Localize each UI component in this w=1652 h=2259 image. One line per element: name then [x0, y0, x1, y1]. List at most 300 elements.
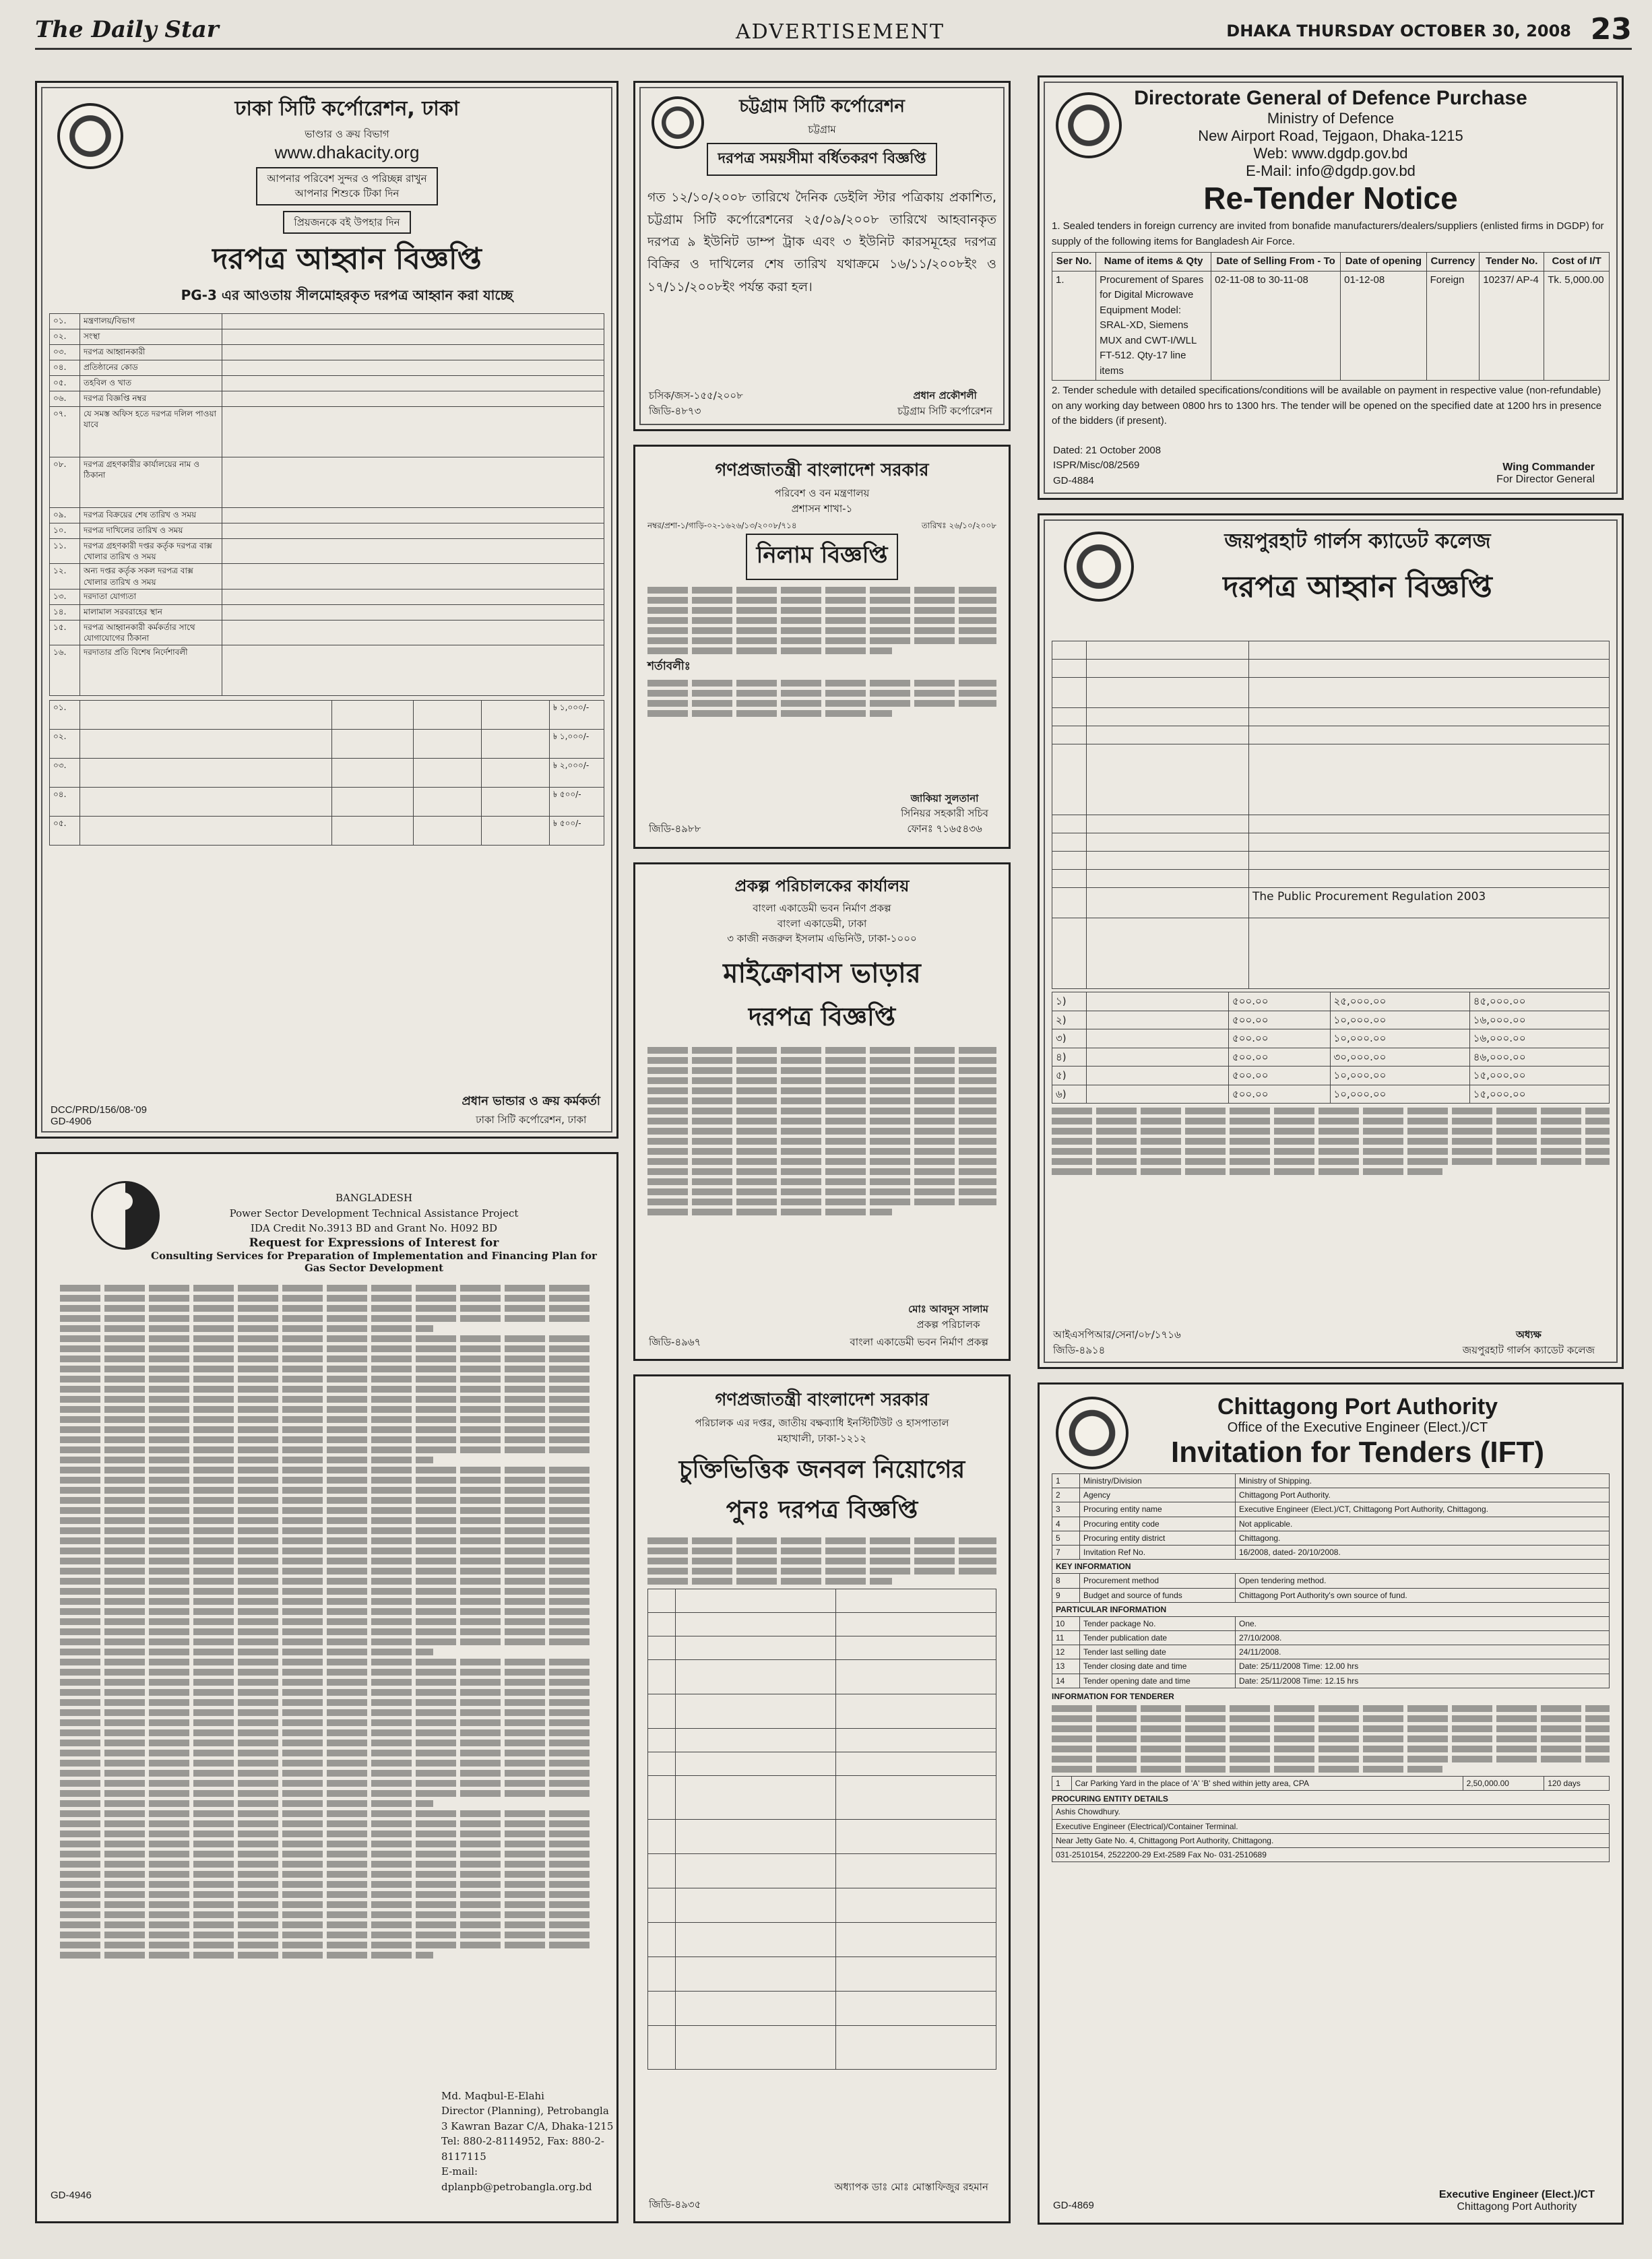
cadet-item-number: ৫) — [1052, 1067, 1087, 1085]
cpa-official-address: Near Jetty Gate No. 4, Chittagong Port Authority, Chittagong. — [1052, 1833, 1610, 1847]
dgdp-email[interactable]: E-Mail: info@dgdp.gov.bd — [1246, 162, 1416, 179]
cadet-item-deposit: ৩০,০০০.০০ — [1330, 1048, 1469, 1067]
dgdp-advert — [1038, 75, 1624, 500]
eoi-subtitle: Consulting Services for Preparation of Implementation and Financing Plan for Gas Sector Development — [151, 1249, 597, 1274]
cpa-row-value: Chittagong Port Authority's own source of fund. — [1236, 1588, 1610, 1602]
cadet-item-name — [1087, 1048, 1229, 1067]
dcc-info-row — [50, 457, 604, 508]
forest-body-text — [647, 587, 996, 654]
ctg-city-advert — [633, 81, 1011, 431]
institute-advert — [633, 1374, 1011, 2223]
eoi-project: Power Sector Development Technical Assistance Project — [229, 1207, 519, 1219]
forest-gd: জিডি-৪৯৮৮ — [649, 822, 701, 835]
dcc-info-row — [50, 391, 604, 407]
dcc-lot-desc — [80, 730, 332, 759]
forest-memo-date: তারিখঃ ২৬/১০/২০০৮ — [921, 521, 996, 530]
dcc-website[interactable]: www.dhakacity.org — [274, 141, 420, 162]
cadet-item-name — [1087, 1085, 1229, 1104]
cadet-heading: দরপত্র আহ্বান বিজ্ঞপ্তি — [1223, 570, 1492, 604]
cadet-gd: জিডি-৪৯১৪ — [1053, 1343, 1106, 1356]
cpa-info-row — [1052, 1474, 1610, 1488]
ctg-city-title: চট্টগ্রাম সিটি কর্পোরেশন — [739, 96, 905, 117]
dcc-lot-price: ৳ ১,০০০/- — [550, 730, 604, 759]
masthead — [35, 12, 1632, 50]
dcc-info-row — [50, 376, 604, 391]
dcc-lot-deadline — [482, 759, 550, 788]
academy-address: ৩ কাজী নজরুল ইসলাম এভিনিউ, ঢাকা-১০০০ — [727, 932, 917, 945]
cpa-advert — [1038, 1382, 1624, 2225]
dcc-row-label: মন্ত্রণালয়/বিভাগ — [80, 314, 222, 329]
dcc-info-row — [50, 508, 604, 523]
cpa-row-value: One. — [1236, 1616, 1610, 1630]
ctg-city-notice: দরপত্র সময়সীমা বর্ধিতকরণ বিজ্ঞপ্তি — [707, 143, 936, 176]
institute-gov-title: গণপ্রজাতন্ত্রী বাংলাদেশ সরকার — [715, 1390, 929, 1410]
eoi-credit: IDA Credit No.3913 BD and Grant No. H092 BD — [250, 1222, 498, 1234]
cadet-item-price: ৫০০.০০ — [1229, 1085, 1331, 1104]
dcc-row-label: সংস্থা — [80, 329, 222, 345]
cpa-info-row — [1052, 1502, 1610, 1517]
forest-memo-number: নম্বর/প্রশা-১/গাড়ি-০২-১৬২৬/১৩/২০০৮/৭১৪ — [647, 521, 797, 530]
cpa-info-row — [1052, 1631, 1610, 1645]
academy-project: বাংলা একাডেমী ভবন নির্মাণ প্রকল্প — [753, 902, 891, 914]
dcc-row-label: মালামাল সরবরাহের স্থান — [80, 604, 222, 620]
cpa-office: Office of the Executive Engineer (Elect.)/CT — [1227, 1420, 1488, 1435]
cpa-heading: Invitation for Tenders (IFT) — [1170, 1436, 1545, 1469]
cpa-row-value: 16/2008, dated- 20/10/2008. — [1236, 1545, 1610, 1559]
cadet-item-deposit: ১০,০০০.০০ — [1330, 1029, 1469, 1048]
forest-conditions-label: শর্তাবলীঃ — [647, 660, 691, 674]
dcc-signer: প্রধান ভান্ডার ও ক্রয় কর্মকর্তা — [462, 1093, 600, 1108]
cadet-item-security: ৪৬,০০০.০০ — [1469, 1048, 1609, 1067]
dgdp-intro: 1. Sealed tenders in foreign currency are invited from bonafide manufacturers/dealers/suppliers (enlisted firms in DGDP) for supply of the following items for Bangladesh Air Force. — [1052, 220, 1604, 247]
eoi-contact-address: 3 Kawran Bazar C/A, Dhaka-1215 — [441, 2120, 614, 2132]
forest-auction-advert — [633, 445, 1011, 849]
forest-gov-title: গণপ্রজাতন্ত্রী বাংলাদেশ সরকার — [715, 460, 929, 480]
cpa-info-row — [1052, 1574, 1610, 1588]
petrobangla-logo-icon — [91, 1181, 160, 1250]
institute-dept: পরিচালক এর দপ্তর, জাতীয় বক্ষব্যাধি ইনস্টিটিউট ও হাসপাতাল — [695, 1417, 949, 1429]
institute-intro-text — [647, 1537, 996, 1585]
cpa-official-designation: Executive Engineer (Electrical)/Container Terminal. — [1052, 1819, 1610, 1833]
dgdp-opening: 01-12-08 — [1341, 271, 1426, 381]
ctg-city-signer: প্রধান প্রকৌশলী — [913, 389, 977, 402]
dcc-row-label: প্রতিষ্ঠানের কোড — [80, 360, 222, 376]
dcc-row-value — [222, 360, 604, 376]
dcc-row-value — [222, 345, 604, 360]
cpa-lot-no: 1 — [1052, 1777, 1072, 1791]
dcc-row-value — [222, 604, 604, 620]
eoi-contact-role: Director (Planning), Petrobangla — [441, 2105, 609, 2117]
cadet-item-name — [1087, 1029, 1229, 1048]
cpa-signer-org: Chittagong Port Authority — [1457, 2201, 1577, 2213]
dcc-row-label: দরপত্র দাখিলের তারিখ ও সময় — [80, 523, 222, 539]
cpa-logo-icon — [1056, 1397, 1129, 1469]
dcc-lot-deadline — [482, 817, 550, 846]
cadet-item-price: ৫০০.০০ — [1229, 1067, 1331, 1085]
dcc-row-label: দরপত্র আহ্বানকারী কর্মকর্তার সাথে যোগাযোগের ঠিকানা — [80, 620, 222, 645]
cadet-item-number: ৬) — [1052, 1085, 1087, 1104]
dcc-row-value — [222, 329, 604, 345]
dcc-row-label: অন্য দপ্তর কর্তৃক সকল দরপত্র বাক্স খোলার তারিখ ও সময় — [80, 564, 222, 589]
eoi-gd-number: GD-4946 — [51, 2190, 92, 2201]
dcc-row-number: ১৩. — [50, 589, 80, 604]
cpa-gd: GD-4869 — [1053, 2199, 1094, 2211]
cpa-row-label: Tender package No. — [1080, 1616, 1236, 1630]
cpa-row-number: 10 — [1052, 1616, 1080, 1630]
cpa-row-label: Invitation Ref No. — [1080, 1545, 1236, 1559]
cadet-logo-icon — [1064, 532, 1134, 602]
dcc-lot-method — [332, 730, 414, 759]
dgdp-dated: Dated: 21 October 2008 — [1053, 444, 1162, 456]
academy-gd: জিডি-৪৯৬৭ — [649, 1335, 701, 1348]
cpa-row-label: Ministry/Division — [1080, 1474, 1236, 1488]
cpa-row-label: Agency — [1080, 1488, 1236, 1502]
cpa-info-row — [1052, 1588, 1610, 1602]
cadet-item-security: ৪৫,০০০.০০ — [1469, 992, 1609, 1011]
eoi-country: BANGLADESH — [335, 1192, 413, 1204]
cadet-item-number: ৩) — [1052, 1029, 1087, 1048]
dcc-row-number: ০১. — [50, 314, 80, 329]
cpa-row-label: Procurement method — [1080, 1574, 1236, 1588]
page-number: 23 — [1590, 12, 1632, 46]
dcc-lot-deadline — [482, 788, 550, 817]
forest-signer-role: সিনিয়র সহকারী সচিব — [901, 807, 988, 819]
cadet-item-row — [1052, 1011, 1610, 1029]
dcc-logo-icon — [57, 103, 123, 169]
cadet-items-table — [1052, 992, 1610, 1104]
cpa-row-number: 3 — [1052, 1502, 1080, 1517]
cpa-row-number: 7 — [1052, 1545, 1080, 1559]
dgdp-column-header: Ser No. — [1052, 253, 1096, 272]
cadet-info-table — [1052, 641, 1610, 989]
dcc-row-number: ০৯. — [50, 508, 80, 523]
dgdp-tender-table — [1052, 252, 1610, 381]
dcc-row-label: দরপত্র বিক্রয়ের শেষ তারিখ ও সময় — [80, 508, 222, 523]
ctg-city-city: চট্টগ্রাম — [808, 123, 836, 135]
dcc-row-value — [222, 523, 604, 539]
academy-heading-1: মাইক্রোবাস ভাড়ার — [723, 957, 921, 989]
dgdp-tender-no: 10237/ AP-4 — [1480, 271, 1544, 381]
cadet-item-row — [1052, 1085, 1610, 1104]
dcc-lot-row — [50, 788, 604, 817]
institute-signer: অধ্যাপক ডাঃ মোঃ মোস্তাফিজুর রহমান — [834, 2180, 988, 2193]
dgdp-item: Procurement of Spares for Digital Microwave Equipment Model: SRAL-XD, Siemens MUX and CWT-I/WLL FT-512. Qty-17 line items — [1096, 271, 1211, 381]
dcc-lot-number: ০১. — [50, 701, 80, 730]
dcc-lot-deposit — [414, 788, 482, 817]
cpa-title: Chittagong Port Authority — [1217, 1394, 1498, 1420]
newspaper-name: The Daily Star — [35, 16, 219, 43]
cadet-item-number: ৪) — [1052, 1048, 1087, 1067]
cpa-lot-completion: 120 days — [1544, 1777, 1610, 1791]
cpa-row-value: Ministry of Shipping. — [1236, 1474, 1610, 1488]
ctg-city-logo-icon — [652, 96, 704, 149]
cadet-item-number: ১) — [1052, 992, 1087, 1011]
dcc-lot-number: ০৫. — [50, 817, 80, 846]
cadet-regulation: The Public Procurement Regulation 2003 — [1249, 888, 1610, 918]
cadet-notes — [1052, 1108, 1610, 1175]
cpa-row-label: Tender closing date and time — [1080, 1659, 1236, 1674]
dcc-info-row — [50, 329, 604, 345]
cpa-row-label: Procuring entity district — [1080, 1531, 1236, 1545]
cadet-college-advert — [1038, 513, 1624, 1369]
dcc-lot-desc — [80, 759, 332, 788]
dcc-row-value — [222, 457, 604, 508]
cadet-item-row — [1052, 1029, 1610, 1048]
institute-heading-1: চুক্তিভিত্তিক জনবল নিয়োগের — [678, 1456, 965, 1484]
cadet-item-security: ১৬,০০০.০০ — [1469, 1011, 1609, 1029]
issue-date: DHAKA THURSDAY OCTOBER 30, 2008 — [1226, 22, 1571, 40]
dcc-lot-method — [332, 759, 414, 788]
dgdp-currency: Foreign — [1426, 271, 1480, 381]
academy-signer-org: বাংলা একাডেমী ভবন নির্মাণ প্রকল্প — [850, 1335, 988, 1348]
dcc-info-row — [50, 620, 604, 645]
cpa-info-row — [1052, 1545, 1610, 1559]
cadet-item-deposit: ১০,০০০.০০ — [1330, 1011, 1469, 1029]
cadet-item-name — [1087, 1011, 1229, 1029]
dcc-row-value — [222, 645, 604, 696]
dcc-lot-number: ০৩. — [50, 759, 80, 788]
eoi-contact-name: Md. Maqbul-E-Elahi — [441, 2089, 544, 2102]
cpa-info-tenderer-label: INFORMATION FOR TENDERER — [1052, 1691, 1174, 1701]
academy-microbus-advert — [633, 862, 1011, 1361]
dcc-lot-deposit — [414, 817, 482, 846]
dcc-info-row — [50, 345, 604, 360]
dcc-row-label: দরপত্র আহ্বানকারী — [80, 345, 222, 360]
cpa-row-value: Executive Engineer (Elect.)/CT, Chittagong Port Authority, Chittagong. — [1236, 1502, 1610, 1517]
dgdp-title: Directorate General of Defence Purchase — [1134, 87, 1527, 109]
dcc-row-value — [222, 314, 604, 329]
cpa-row-number: 1 — [1052, 1474, 1080, 1488]
dcc-lot-price: ৳ ৫০০/- — [550, 788, 604, 817]
cpa-info-row — [1052, 1616, 1610, 1630]
dgdp-cost: Tk. 5,000.00 — [1544, 271, 1610, 381]
dcc-row-number: ১৬. — [50, 645, 80, 696]
cpa-info-row — [1052, 1674, 1610, 1688]
ctg-city-ref: চসিক/জস-১৫৫/২০০৮ — [649, 389, 743, 402]
cpa-info-row — [1052, 1645, 1610, 1659]
dcc-row-label: দরপত্র গ্রহণকারী দপ্তর কর্তৃক দরপত্র বাক্স খোলার তারিখ ও সময় — [80, 539, 222, 564]
dgdp-column-header: Name of items & Qty — [1096, 253, 1211, 272]
cadet-item-number: ২) — [1052, 1011, 1087, 1029]
dcc-lot-deadline — [482, 730, 550, 759]
dcc-lot-deposit — [414, 730, 482, 759]
academy-signer: মোঃ আবদুস সালাম — [908, 1303, 988, 1315]
cpa-lot-location: Car Parking Yard in the place of 'A' 'B' shed within jetty area, CPA — [1071, 1777, 1463, 1791]
cadet-ref: আইএসপিআর/সেনা/০৮/১৭১৬ — [1053, 1329, 1181, 1341]
dcc-row-number: ১২. — [50, 564, 80, 589]
dcc-slogan-3: প্রিয়জনকে বই উপহার দিন — [283, 211, 410, 234]
section-label: ADVERTISEMENT — [736, 20, 945, 44]
cpa-lot-table — [1052, 1776, 1610, 1791]
cpa-row-label: Budget and source of funds — [1080, 1588, 1236, 1602]
cpa-row-label: Tender publication date — [1080, 1631, 1236, 1645]
dcc-lot-number: ০২. — [50, 730, 80, 759]
dcc-row-number: ০২. — [50, 329, 80, 345]
dcc-info-row — [50, 360, 604, 376]
dcc-info-table — [49, 313, 604, 696]
dgdp-heading: Re-Tender Notice — [1203, 181, 1458, 216]
petrobangla-advert — [35, 1152, 618, 2223]
cadet-item-security: ১৬,০০০.০০ — [1469, 1029, 1609, 1048]
dcc-signer-org: ঢাকা সিটি কর্পোরেশন, ঢাকা — [476, 1113, 587, 1126]
cadet-signer: অধ্যক্ষ — [1515, 1329, 1542, 1341]
dgdp-gd: GD-4884 — [1053, 474, 1094, 486]
dgdp-ser: 1. — [1052, 271, 1096, 381]
cpa-entity-label: PROCURING ENTITY DETAILS — [1052, 1794, 1168, 1804]
cpa-info-table — [1052, 1473, 1610, 1688]
dcc-info-row — [50, 645, 604, 696]
dcc-gd-number: GD-4906 — [51, 1116, 92, 1127]
dcc-info-row — [50, 523, 604, 539]
forest-phone: ফোনঃ ৭১৬৫৪৩৬ — [907, 822, 982, 835]
dcc-lot-method — [332, 817, 414, 846]
cpa-official-name: Ashis Chowdhury. — [1052, 1805, 1610, 1819]
cpa-section-row — [1052, 1560, 1610, 1574]
dcc-lot-method — [332, 788, 414, 817]
cpa-row-number: 14 — [1052, 1674, 1080, 1688]
dcc-info-row — [50, 314, 604, 329]
academy-signer-role: প্রকল্প পরিচালক — [916, 1318, 980, 1331]
dcc-row-number: ০৭. — [50, 407, 80, 457]
dcc-row-number: ০৮. — [50, 457, 80, 508]
institute-gd: জিডি-৪৯৩৫ — [649, 2198, 701, 2210]
forest-heading: নিলাম বিজ্ঞপ্তি — [746, 534, 899, 580]
dcc-row-label: দরপত্র গ্রহণকারীর কার্যালয়ের নাম ও ঠিকানা — [80, 457, 222, 508]
dcc-slogan-1: আপনার পরিবেশ সুন্দর ও পরিচ্ছন্ন রাখুন — [267, 172, 427, 185]
dcc-row-value — [222, 407, 604, 457]
cpa-particular-label: PARTICULAR INFORMATION — [1052, 1602, 1610, 1616]
cpa-info-row — [1052, 1488, 1610, 1502]
cpa-row-number: 2 — [1052, 1488, 1080, 1502]
cpa-row-number: 12 — [1052, 1645, 1080, 1659]
eoi-contact-phone: Tel: 880-2-8114952, Fax: 880-2-8117115 — [441, 2135, 604, 2163]
dgdp-selling: 02-11-08 to 30-11-08 — [1211, 271, 1341, 381]
dcc-lot-table — [49, 700, 604, 846]
cadet-item-deposit: ১০,০০০.০০ — [1330, 1067, 1469, 1085]
eoi-body-text — [49, 1285, 604, 1959]
cpa-row-label: Procuring entity code — [1080, 1517, 1236, 1531]
cpa-row-number: 13 — [1052, 1659, 1080, 1674]
dcc-row-number: ১৪. — [50, 604, 80, 620]
dcc-lot-deposit — [414, 759, 482, 788]
forest-conditions-text — [647, 680, 996, 717]
dcc-row-label: যে সমস্ত অফিস হতে দরপত্র দলিল পাওয়া যাবে — [80, 407, 222, 457]
institute-heading-2: পুনঃ দরপত্র বিজ্ঞপ্তি — [726, 1496, 918, 1524]
cadet-item-price: ৫০০.০০ — [1229, 1011, 1331, 1029]
cadet-item-deposit: ১০,০০০.০০ — [1330, 1085, 1469, 1104]
dcc-lot-price: ৳ ১,০০০/- — [550, 701, 604, 730]
cpa-row-number: 9 — [1052, 1588, 1080, 1602]
dgdp-address: New Airport Road, Tejgaon, Dhaka-1215 — [1198, 127, 1463, 144]
dgdp-ispr: ISPR/Misc/08/2569 — [1053, 459, 1140, 471]
cpa-row-number: 4 — [1052, 1517, 1080, 1531]
cpa-row-value: 24/11/2008. — [1236, 1645, 1610, 1659]
dcc-lot-deadline — [482, 701, 550, 730]
dcc-lot-price: ৳ ২,০০০/- — [550, 759, 604, 788]
dcc-row-value — [222, 376, 604, 391]
dcc-lot-row — [50, 817, 604, 846]
forest-ministry: পরিবেশ ও বন মন্ত্রণালয় — [774, 487, 870, 499]
cpa-row-label: Procuring entity name — [1080, 1502, 1236, 1517]
academy-heading-2: দরপত্র বিজ্ঞপ্তি — [748, 1001, 896, 1031]
dcc-lot-deposit — [414, 701, 482, 730]
dgdp-ministry: Ministry of Defence — [1267, 110, 1395, 127]
dcc-lot-number: ০৪. — [50, 788, 80, 817]
dcc-title: ঢাকা সিটি কর্পোরেশন, ঢাকা — [234, 97, 459, 121]
dcc-row-number: ১০. — [50, 523, 80, 539]
dgdp-note: 2. Tender schedule with detailed specifications/conditions will be available on payment in respective value (non-refundable) on any working day between 0800 hrs to 1300 hrs. The tender will be opened on the specified date at 1200 hrs in presence of the bidders (if present). — [1052, 385, 1602, 426]
cpa-row-value: Chittagong Port Authority. — [1236, 1488, 1610, 1502]
dcc-lot-price: ৳ ৫০০/- — [550, 817, 604, 846]
dcc-row-number: ০৩. — [50, 345, 80, 360]
cpa-official-contact: 031-2510154, 2522200-29 Ext-2589 Fax No- 031-2510689 — [1052, 1847, 1610, 1862]
dcc-row-number: ১১. — [50, 539, 80, 564]
dcc-row-value — [222, 620, 604, 645]
dcc-info-row — [50, 407, 604, 457]
cadet-item-name — [1087, 1067, 1229, 1085]
dgdp-column-header: Date of Selling From - To — [1211, 253, 1341, 272]
dcc-lot-desc — [80, 788, 332, 817]
eoi-contact-email[interactable]: E-mail: dplanpb@petrobangla.org.bd — [441, 2165, 592, 2193]
dcc-row-value — [222, 539, 604, 564]
academy-body-text — [647, 1047, 996, 1215]
dcc-lot-row — [50, 759, 604, 788]
dcc-row-number: ০৬. — [50, 391, 80, 407]
institute-table — [647, 1589, 996, 2070]
forest-signer: জাকিয়া সুলতানা — [910, 792, 979, 804]
dcc-info-row — [50, 604, 604, 620]
dgdp-column-header: Tender No. — [1480, 253, 1544, 272]
cadet-item-price: ৫০০.০০ — [1229, 992, 1331, 1011]
dgdp-signer: Wing Commander — [1502, 462, 1595, 473]
ctg-city-gd: জিডি-৪৮৭৩ — [649, 404, 701, 417]
cadet-signer-org: জয়পুরহাট গার্লস ক্যাডেট কলেজ — [1462, 1343, 1595, 1356]
dcc-info-row — [50, 539, 604, 564]
dgdp-column-header: Cost of I/T — [1544, 253, 1610, 272]
dcc-row-number: ০৫. — [50, 376, 80, 391]
dcc-lot-desc — [80, 701, 332, 730]
cpa-row-value: Open tendering method. — [1236, 1574, 1610, 1588]
cadet-item-row — [1052, 1067, 1610, 1085]
dcc-info-row — [50, 589, 604, 604]
dcc-row-value — [222, 589, 604, 604]
cpa-row-number: 5 — [1052, 1531, 1080, 1545]
cpa-signer: Executive Engineer (Elect.)/CT — [1438, 2189, 1595, 2200]
dcc-info-row — [50, 564, 604, 589]
cpa-lot-security: 2,50,000.00 — [1463, 1777, 1544, 1791]
dcc-subheading: PG-3 এর আওতায় সীলমোহরকৃত দরপত্র আহ্বান করা যাচ্ছে — [181, 287, 513, 303]
cadet-item-row — [1052, 1048, 1610, 1067]
dcc-row-label: দরদাতার প্রতি বিশেষ নির্দেশাবলী — [80, 645, 222, 696]
cpa-row-number: 11 — [1052, 1631, 1080, 1645]
cadet-item-name — [1087, 992, 1229, 1011]
dcc-lot-method — [332, 701, 414, 730]
cpa-row-label: Tender last selling date — [1080, 1645, 1236, 1659]
dgdp-column-header: Date of opening — [1341, 253, 1426, 272]
cpa-row-value: Chittagong. — [1236, 1531, 1610, 1545]
dcc-dept: ভাণ্ডার ও ক্রয় বিভাগ — [305, 128, 389, 140]
cpa-row-label: Tender opening date and time — [1080, 1674, 1236, 1688]
dcc-lot-row — [50, 730, 604, 759]
cpa-row-value: 27/10/2008. — [1236, 1631, 1610, 1645]
cpa-entity-table — [1052, 1804, 1610, 1862]
cadet-title: জয়পুরহাট গার্লস ক্যাডেট কলেজ — [1224, 530, 1491, 553]
dgdp-website[interactable]: Web: www.dgdp.gov.bd — [1253, 145, 1408, 162]
cpa-row-value: Date: 25/11/2008 Time: 12.15 hrs — [1236, 1674, 1610, 1688]
dcc-row-value — [222, 391, 604, 407]
dcc-heading: দরপত্র আহ্বান বিজ্ঞপ্তি — [212, 242, 482, 276]
cpa-info-row — [1052, 1659, 1610, 1674]
